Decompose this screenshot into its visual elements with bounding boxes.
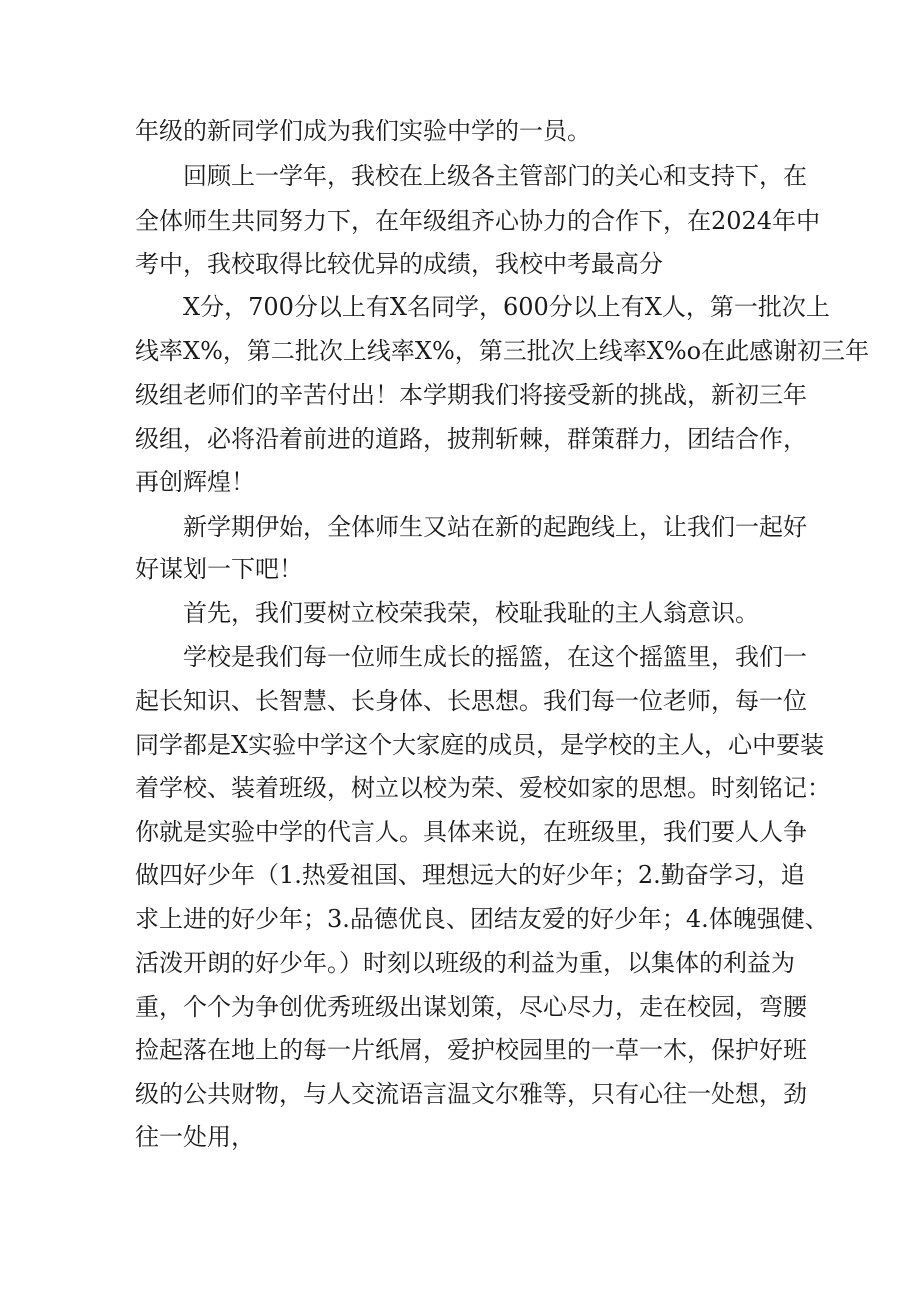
text-line: 级组，必将沿着前进的道路，披荆斩棘，群策群力，团结合作，: [135, 425, 807, 453]
text-line: 考中，我校取得比较优异的成绩，我校中考最高分: [135, 250, 663, 278]
text-line: 着学校、装着班级，树立以校为荣、爱校如家的思想。时刻铭记：: [135, 774, 831, 802]
text-line: X分，700分以上有X名同学，600分以上有X人，第一批次上: [183, 293, 830, 321]
text-line: 好谋划一下吧！: [135, 555, 303, 583]
text-line: 级的公共财物，与人交流语言温文尔雅等，只有心往一处想，劲: [135, 1080, 807, 1108]
text-line: 级组老师们的辛苦付出！本学期我们将接受新的挑战，新初三年: [135, 381, 807, 409]
text-line: 起长知识、长智慧、长身体、长思想。我们每一位老师，每一位: [135, 687, 807, 715]
text-line: 首先，我们要树立校荣我荣，校耻我耻的主人翁意识。: [183, 599, 759, 627]
text-line: 你就是实验中学的代言人。具体来说，在班级里，我们要人人争: [135, 818, 807, 846]
text-line: 活泼开朗的好少年。）时刻以班级的利益为重，以集体的利益为: [135, 949, 795, 977]
text-line: 重，个个为争创优秀班级出谋划策，尽心尽力，走在校园，弯腰: [135, 993, 807, 1021]
text-line: 线率X%，第二批次上线率X%，第三批次上线率X%o在此感谢初三年: [135, 337, 870, 365]
text-line: 全体师生共同努力下，在年级组齐心协力的合作下，在2024年中: [135, 207, 821, 235]
text-line: 回顾上一学年，我校在上级各主管部门的关心和支持下，在: [183, 162, 807, 190]
text-line: 捡起落在地上的每一片纸屑，爱护校园里的一草一木，保护好班: [135, 1036, 807, 1064]
text-line: 做四好少年（1.热爱祖国、理想远大的好少年；2.勤奋学习，追: [135, 861, 805, 889]
text-line: 求上进的好少年；3.品德优良、团结友爱的好少年；4.体魄强健、: [135, 905, 829, 933]
text-line: 新学期伊始，全体师生又站在新的起跑线上，让我们一起好: [183, 513, 807, 541]
text-line: 再创辉煌！: [135, 468, 255, 496]
text-line: 同学都是X实验中学这个大家庭的成员，是学校的主人，心中要装: [135, 731, 825, 759]
text-line: 年级的新同学们成为我们实验中学的一员。: [135, 117, 591, 145]
text-line: 学校是我们每一位师生成长的摇篮，在这个摇篮里，我们一: [183, 643, 807, 671]
text-line: 往一处用，: [135, 1123, 255, 1151]
